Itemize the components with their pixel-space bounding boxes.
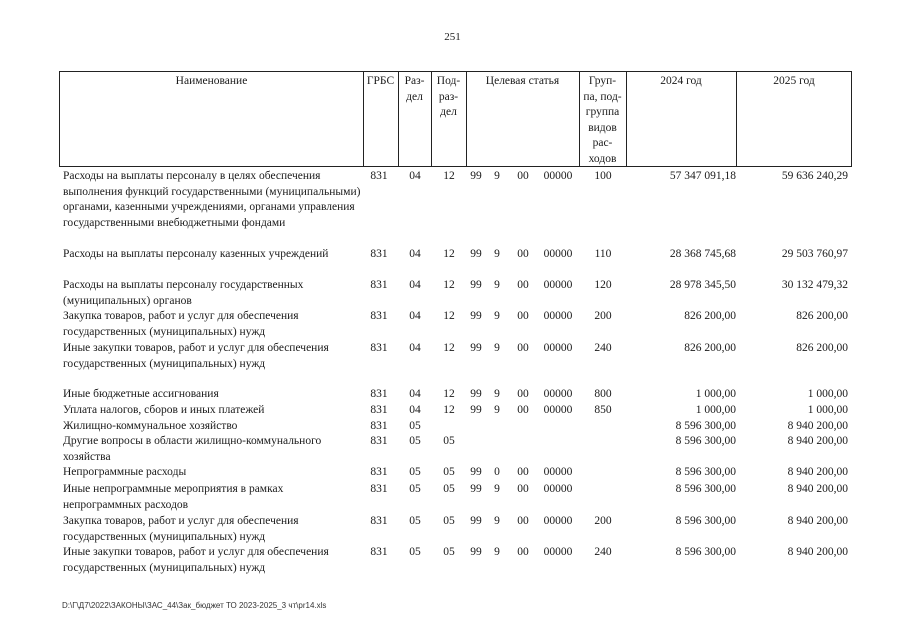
header-grbs: ГРБС [366,75,395,87]
row-target-program: 99 [470,515,482,527]
row-podrazdel: 12 [443,342,455,354]
row-grbs: 831 [370,310,388,322]
row-podrazdel: 12 [443,279,455,291]
row-amount-2025: 1 000,00 [807,388,848,400]
row-expense-type: 200 [594,515,612,527]
row-target-subprogram: 9 [494,170,500,182]
row-expense-type: 850 [594,404,612,416]
row-grbs: 831 [370,388,388,400]
row-amount-2024: 1 000,00 [695,388,736,400]
row-amount-2024: 8 596 300,00 [675,420,736,432]
row-grbs: 831 [370,466,388,478]
row-amount-2024: 8 596 300,00 [675,435,736,447]
row-amount-2024: 8 596 300,00 [675,483,736,495]
row-name: Расходы на выплаты персоналу в целях обеспечения выполнения функций государственными (муниципальными) органами, казенными учреждениями, органами управления государственными внебюджетными фондами [63,170,361,229]
row-amount-2025: 826 200,00 [796,310,848,322]
row-target-group: 00 [517,248,529,260]
row-target-subprogram: 9 [494,546,500,558]
row-amount-2024: 826 200,00 [684,310,736,322]
row-target-code: 00000 [543,342,573,354]
row-amount-2025: 8 940 200,00 [787,420,848,432]
row-grbs: 831 [370,279,388,291]
row-target-group: 00 [517,483,529,495]
row-target-code: 00000 [543,310,573,322]
row-target-program: 99 [470,546,482,558]
row-razdel: 04 [409,388,421,400]
row-razdel: 05 [409,483,421,495]
row-name: Жилищно-коммунальное хозяйство [63,420,238,432]
header-target-article: Целевая статья [485,75,560,87]
row-target-code: 00000 [543,170,573,182]
row-name: Иные закупки товаров, работ и услуг для обеспечения государственных (муниципальных) нужд [63,546,329,574]
row-expense-type: 240 [594,546,612,558]
row-grbs: 831 [370,435,388,447]
row-expense-type: 240 [594,342,612,354]
row-name: Закупка товаров, работ и услуг для обеспечения государственных (муниципальных) нужд [63,310,299,338]
row-razdel: 04 [409,170,421,182]
row-target-group: 00 [517,342,529,354]
row-target-subprogram: 9 [494,279,500,291]
row-amount-2024: 1 000,00 [695,404,736,416]
row-amount-2024: 28 978 345,50 [669,279,736,291]
row-razdel: 04 [409,404,421,416]
row-razdel: 04 [409,310,421,322]
footer-file-path: D:\Г\Д7\2022\ЗАКОНЫ\ЗАС_44\Зак_бюджет ТО 2023-2025_3 чт\pr14.xls [62,601,327,610]
header-2024: 2024 год [660,75,702,87]
row-expense-type: 200 [594,310,612,322]
row-razdel: 04 [409,342,421,354]
row-expense-type: 120 [594,279,612,291]
row-razdel: 04 [409,248,421,260]
row-amount-2025: 29 503 760,97 [781,248,848,260]
row-target-code: 00000 [543,466,573,478]
row-amount-2025: 8 940 200,00 [787,466,848,478]
row-target-group: 00 [517,388,529,400]
row-name: Другие вопросы в области жилищно-коммунального хозяйства [63,435,322,463]
header-2025: 2025 год [773,75,815,87]
row-target-subprogram: 9 [494,388,500,400]
row-name: Непрограммные расходы [63,466,187,478]
row-amount-2024: 8 596 300,00 [675,466,736,478]
row-target-group: 00 [517,515,529,527]
row-podrazdel: 05 [443,466,455,478]
row-razdel: 05 [409,435,421,447]
row-target-program: 99 [470,248,482,260]
row-target-code: 00000 [543,248,573,260]
row-amount-2025: 30 132 479,32 [781,279,848,291]
row-amount-2024: 57 347 091,18 [669,170,736,182]
row-amount-2025: 8 940 200,00 [787,546,848,558]
header-expense-type: Груп- па, под- группа видов рас- ходов [583,75,622,165]
header-podrazdel: Под- раз- дел [436,75,461,118]
row-target-program: 99 [470,388,482,400]
row-podrazdel: 12 [443,388,455,400]
row-grbs: 831 [370,483,388,495]
row-target-subprogram: 9 [494,483,500,495]
row-target-group: 00 [517,546,529,558]
row-target-code: 00000 [543,404,573,416]
row-target-code: 00000 [543,483,573,495]
row-target-subprogram: 9 [494,310,500,322]
row-grbs: 831 [370,420,388,432]
row-target-program: 99 [470,279,482,291]
row-target-program: 99 [470,404,482,416]
row-razdel: 05 [409,546,421,558]
row-target-group: 00 [517,404,529,416]
row-target-program: 99 [470,483,482,495]
row-expense-type: 800 [594,388,612,400]
table-header [59,71,852,167]
row-razdel: 04 [409,279,421,291]
row-grbs: 831 [370,248,388,260]
header-razdel: Раз- дел [404,75,425,103]
row-grbs: 831 [370,170,388,182]
row-amount-2024: 8 596 300,00 [675,515,736,527]
row-name: Иные бюджетные ассигнования [63,388,219,400]
row-expense-type: 110 [594,248,612,260]
row-amount-2025: 1 000,00 [807,404,848,416]
row-podrazdel: 05 [443,515,455,527]
row-name: Закупка товаров, работ и услуг для обеспечения государственных (муниципальных) нужд [63,515,299,543]
row-amount-2025: 8 940 200,00 [787,515,848,527]
row-podrazdel: 12 [443,310,455,322]
row-target-subprogram: 9 [494,342,500,354]
row-razdel: 05 [409,515,421,527]
row-expense-type: 100 [594,170,612,182]
row-grbs: 831 [370,404,388,416]
row-target-program: 99 [470,466,482,478]
row-name: Расходы на выплаты персоналу казенных учреждений [63,248,329,260]
row-target-program: 99 [470,342,482,354]
page-number: 251 [444,31,461,43]
row-razdel: 05 [409,466,421,478]
row-name: Иные закупки товаров, работ и услуг для обеспечения государственных (муниципальных) нужд [63,342,329,370]
row-podrazdel: 05 [443,546,455,558]
row-amount-2025: 8 940 200,00 [787,483,848,495]
row-amount-2024: 28 368 745,68 [669,248,736,260]
row-target-code: 00000 [543,546,573,558]
row-target-code: 00000 [543,515,573,527]
row-target-code: 00000 [543,388,573,400]
row-grbs: 831 [370,342,388,354]
row-target-group: 00 [517,279,529,291]
row-grbs: 831 [370,546,388,558]
row-podrazdel: 12 [443,404,455,416]
row-target-group: 00 [517,466,529,478]
row-name: Иные непрограммные мероприятия в рамках непрограммных расходов [63,483,284,511]
row-amount-2025: 59 636 240,29 [781,170,848,182]
row-target-code: 00000 [543,279,573,291]
row-podrazdel: 12 [443,170,455,182]
row-target-subprogram: 0 [494,466,500,478]
row-grbs: 831 [370,515,388,527]
row-name: Уплата налогов, сборов и иных платежей [63,404,265,416]
row-podrazdel: 05 [443,435,455,447]
row-amount-2025: 826 200,00 [796,342,848,354]
row-podrazdel: 05 [443,483,455,495]
row-razdel: 05 [409,420,421,432]
row-amount-2025: 8 940 200,00 [787,435,848,447]
row-amount-2024: 8 596 300,00 [675,546,736,558]
row-amount-2024: 826 200,00 [684,342,736,354]
row-target-subprogram: 9 [494,404,500,416]
header-name: Наименование [175,75,248,87]
row-name: Расходы на выплаты персоналу государственных (муниципальных) органов [63,279,304,307]
row-target-subprogram: 9 [494,515,500,527]
row-podrazdel: 12 [443,248,455,260]
row-target-group: 00 [517,310,529,322]
row-target-subprogram: 9 [494,248,500,260]
row-target-program: 99 [470,310,482,322]
row-target-program: 99 [470,170,482,182]
row-target-group: 00 [517,170,529,182]
